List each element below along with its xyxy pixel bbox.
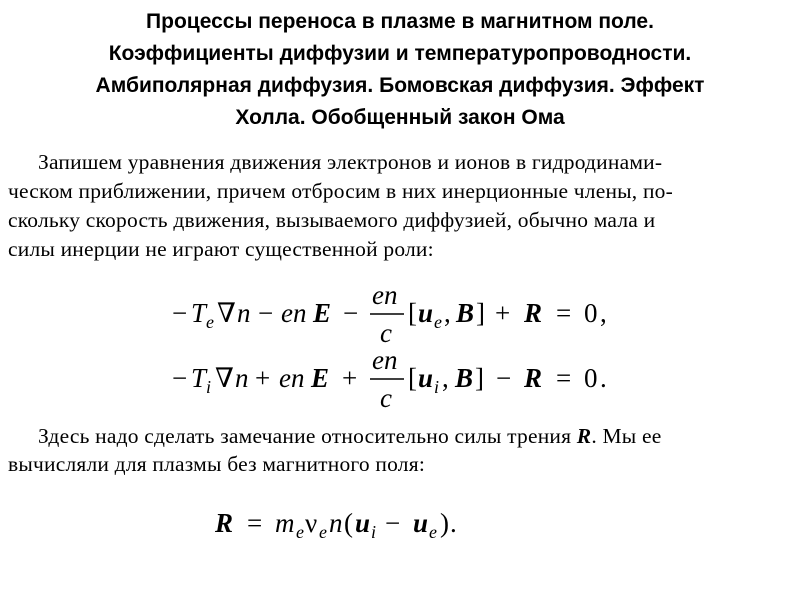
- eq-symbol: [: [408, 298, 417, 328]
- eq-symbol: ]: [475, 363, 484, 393]
- paragraph-text: Здесь надо сделать замечание относительно силы трения R. Мы ее: [38, 424, 662, 448]
- eq-symbol: −: [258, 298, 274, 328]
- equation-friction: [214, 508, 457, 542]
- paragraph-line: скольку скорость движения, вызываемого диффузией, обычно мала и: [8, 208, 656, 232]
- eq-subscript: e: [206, 312, 214, 332]
- eq-symbol: R: [524, 298, 543, 328]
- eq-symbol: ,: [442, 363, 449, 393]
- eq-symbol: en: [279, 363, 305, 393]
- eq-symbol: =: [556, 298, 572, 328]
- eq-symbol: 0: [584, 363, 598, 393]
- eq-symbol: u: [418, 363, 434, 393]
- title-line: Коэффициенты диффузии и температуропроводности.: [108, 42, 692, 65]
- eq-symbol: n: [329, 508, 343, 538]
- eq-symbol: T: [191, 298, 207, 328]
- eq-symbol: m: [275, 508, 295, 538]
- eq-symbol: =: [247, 508, 263, 538]
- paragraph-line: Запишем уравнения движения электронов и ионов в гидродинами-: [38, 150, 663, 174]
- eq-symbol: +: [255, 363, 271, 393]
- eq-symbol: u: [418, 298, 434, 328]
- eq-symbol: −: [172, 363, 188, 393]
- paragraph-line: силы инерции не играют существенной роли:: [8, 237, 434, 261]
- equation-electrons: [172, 280, 607, 348]
- paragraph-line: ческом приближении, причем отбросим в них инерционные члены, по-: [8, 179, 673, 203]
- eq-symbol: ∇: [215, 363, 234, 393]
- eq-symbol: 0: [584, 298, 598, 328]
- eq-symbol: −: [385, 508, 401, 538]
- equation-ions: [172, 345, 607, 413]
- eq-symbol: u: [413, 508, 429, 538]
- eq-symbol: .: [450, 508, 457, 538]
- eq-symbol: +: [342, 363, 358, 393]
- eq-fraction-denominator: c: [380, 318, 392, 348]
- eq-subscript: e: [319, 522, 327, 542]
- eq-symbol: ): [440, 508, 449, 538]
- eq-symbol: ∇: [217, 298, 236, 328]
- eq-symbol: −: [496, 363, 512, 393]
- eq-symbol: ,: [600, 298, 607, 328]
- eq-subscript: e: [296, 522, 304, 542]
- eq-symbol: =: [556, 363, 572, 393]
- eq-symbol: (: [344, 508, 353, 538]
- eq-symbol: +: [495, 298, 511, 328]
- paragraph-line: вычисляли для плазмы без магнитного поля:: [8, 452, 425, 476]
- title-line: Процессы переноса в плазме в магнитном поле.: [146, 10, 654, 33]
- eq-symbol: [: [408, 363, 417, 393]
- eq-subscript: e: [429, 522, 437, 542]
- eq-subscript: i: [434, 377, 440, 397]
- eq-symbol: ν: [305, 508, 318, 538]
- eq-symbol: u: [355, 508, 371, 538]
- eq-symbol: −: [343, 298, 359, 328]
- title-line: Холла. Обобщенный закон Ома: [235, 106, 565, 129]
- eq-symbol: −: [172, 298, 188, 328]
- title-line: Амбиполярная диффузия. Бомовская диффузия. Эффект: [95, 74, 705, 97]
- eq-subscript: i: [371, 522, 377, 542]
- eq-symbol: n: [235, 363, 249, 393]
- eq-fraction-denominator: c: [380, 383, 392, 413]
- eq-symbol: E: [313, 298, 332, 328]
- eq-symbol: en: [281, 298, 307, 328]
- eq-symbol: ]: [476, 298, 485, 328]
- eq-symbol: R: [215, 508, 234, 538]
- eq-symbol: B: [455, 363, 474, 393]
- eq-symbol: T: [191, 363, 207, 393]
- eq-symbol: B: [456, 298, 475, 328]
- eq-fraction-numerator: en: [372, 280, 398, 310]
- eq-symbol: .: [600, 363, 607, 393]
- eq-symbol: n: [237, 298, 251, 328]
- eq-symbol: E: [311, 363, 330, 393]
- eq-subscript: e: [434, 312, 442, 332]
- eq-subscript: i: [206, 377, 212, 397]
- eq-symbol: ,: [444, 298, 451, 328]
- eq-fraction-numerator: en: [372, 345, 398, 375]
- inline-symbol-r: R: [576, 424, 592, 448]
- eq-symbol: R: [524, 363, 543, 393]
